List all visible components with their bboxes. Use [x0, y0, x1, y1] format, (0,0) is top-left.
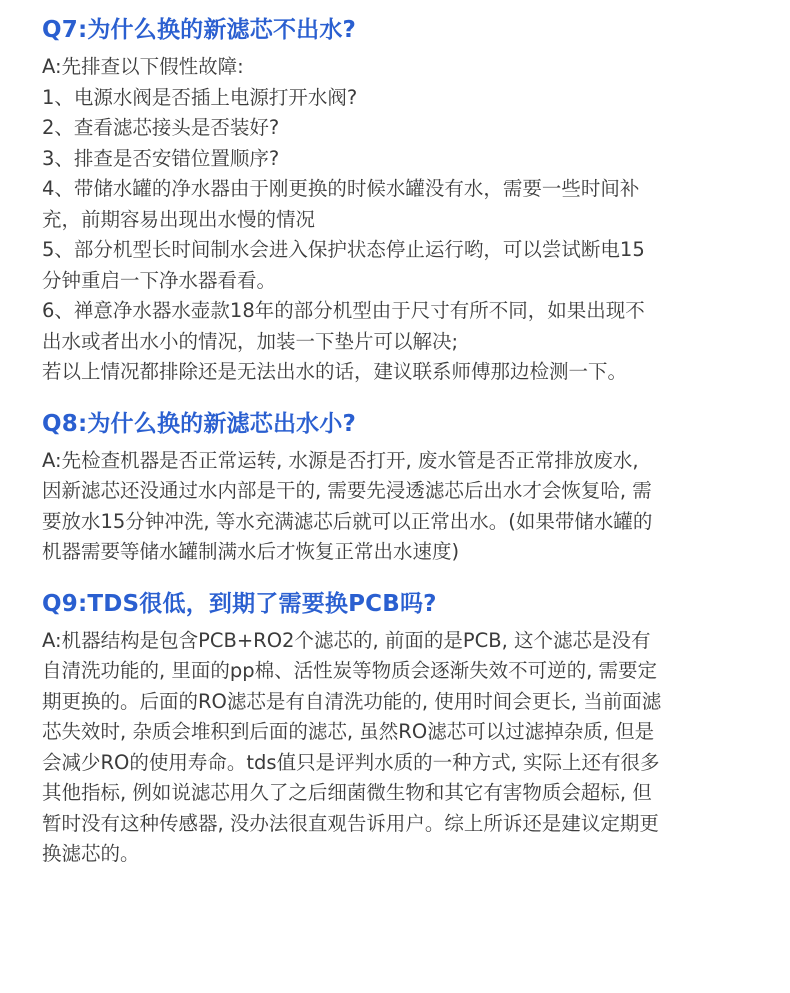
answer-line: 4、带储水罐的净水器由于刚更换的时候水罐没有水，需要一些时间补 — [42, 177, 640, 200]
faq-answer — [42, 626, 752, 870]
faq-question: Q7:为什么换的新滤芯不出水? — [42, 17, 357, 43]
answer-line: 机器需要等储水罐制满水后才恢复正常出水速度) — [42, 540, 460, 563]
faq-answer — [42, 446, 752, 568]
faq-item-q7 — [42, 14, 752, 388]
answer-line: A:机器结构是包含PCB+RO2个滤芯的, 前面的是PCB, 这个滤芯是没有 — [42, 628, 651, 652]
answer-line: 2、查看滤芯接头是否装好? — [42, 116, 280, 139]
answer-line: 暂时没有这种传感器, 没办法很直观告诉用户。综上所诉还是建议定期更 — [42, 811, 659, 835]
answer-line: 充，前期容易出现出水慢的情况 — [42, 207, 316, 231]
answer-line: 6、禅意净水器水壶款18年的部分机型由于尺寸有所不同，如果出现不 — [42, 299, 645, 322]
answer-line: 5、部分机型长时间制水会进入保护状态停止运行哟，可以尝试断电15 — [42, 238, 645, 261]
answer-line: 因新滤芯还没通过水内部是干的, 需要先浸透滤芯后出水才会恢复哈, 需 — [42, 479, 652, 502]
answer-line: 换滤芯的。 — [42, 842, 140, 865]
faq-item-q9 — [42, 588, 752, 870]
answer-line: A:先检查机器是否正常运转, 水源是否打开, 废水管是否正常排放废水, — [42, 448, 639, 472]
answer-line: 1、电源水阀是否插上电源打开水阀? — [42, 85, 358, 109]
answer-line: 要放水15分钟冲洗, 等水充满滤芯后就可以正常出水。(如果带储水罐的 — [42, 509, 653, 533]
answer-line: 分钟重启一下净水器看看。 — [42, 268, 277, 292]
answer-line: 若以上情况都排除还是无法出水的话，建议联系师傅那边检测一下。 — [42, 360, 628, 383]
faq-question: Q8:为什么换的新滤芯出水小? — [42, 410, 357, 437]
answer-line: 3、排查是否安错位置顺序? — [42, 146, 280, 170]
answer-line: 其他指标, 例如说滤芯用久了之后细菌微生物和其它有害物质会超标, 但 — [42, 781, 652, 804]
answer-line: 会减少RO的使用寿命。tds值只是评判水质的一种方式, 实际上还有很多 — [42, 750, 660, 774]
answer-line: 自清洗功能的, 里面的pp棉、活性炭等物质会逐渐失效不可逆的, 需要定 — [42, 659, 658, 682]
answer-line: A:先排查以下假性故障: — [42, 55, 244, 78]
answer-line: 芯失效时, 杂质会堆积到后面的滤芯, 虽然RO滤芯可以过滤掉杂质, 但是 — [42, 720, 655, 743]
faq-answer — [42, 52, 752, 388]
faq-item-q8 — [42, 408, 752, 568]
faq-question: Q9:TDS很低，到期了需要换PCB吗? — [42, 590, 437, 617]
answer-line: 期更换的。后面的RO滤芯是有自清洗功能的, 使用时间会更长, 当前面滤 — [42, 689, 662, 713]
answer-line: 出水或者出水小的情况，加装一下垫片可以解决; — [42, 329, 459, 353]
